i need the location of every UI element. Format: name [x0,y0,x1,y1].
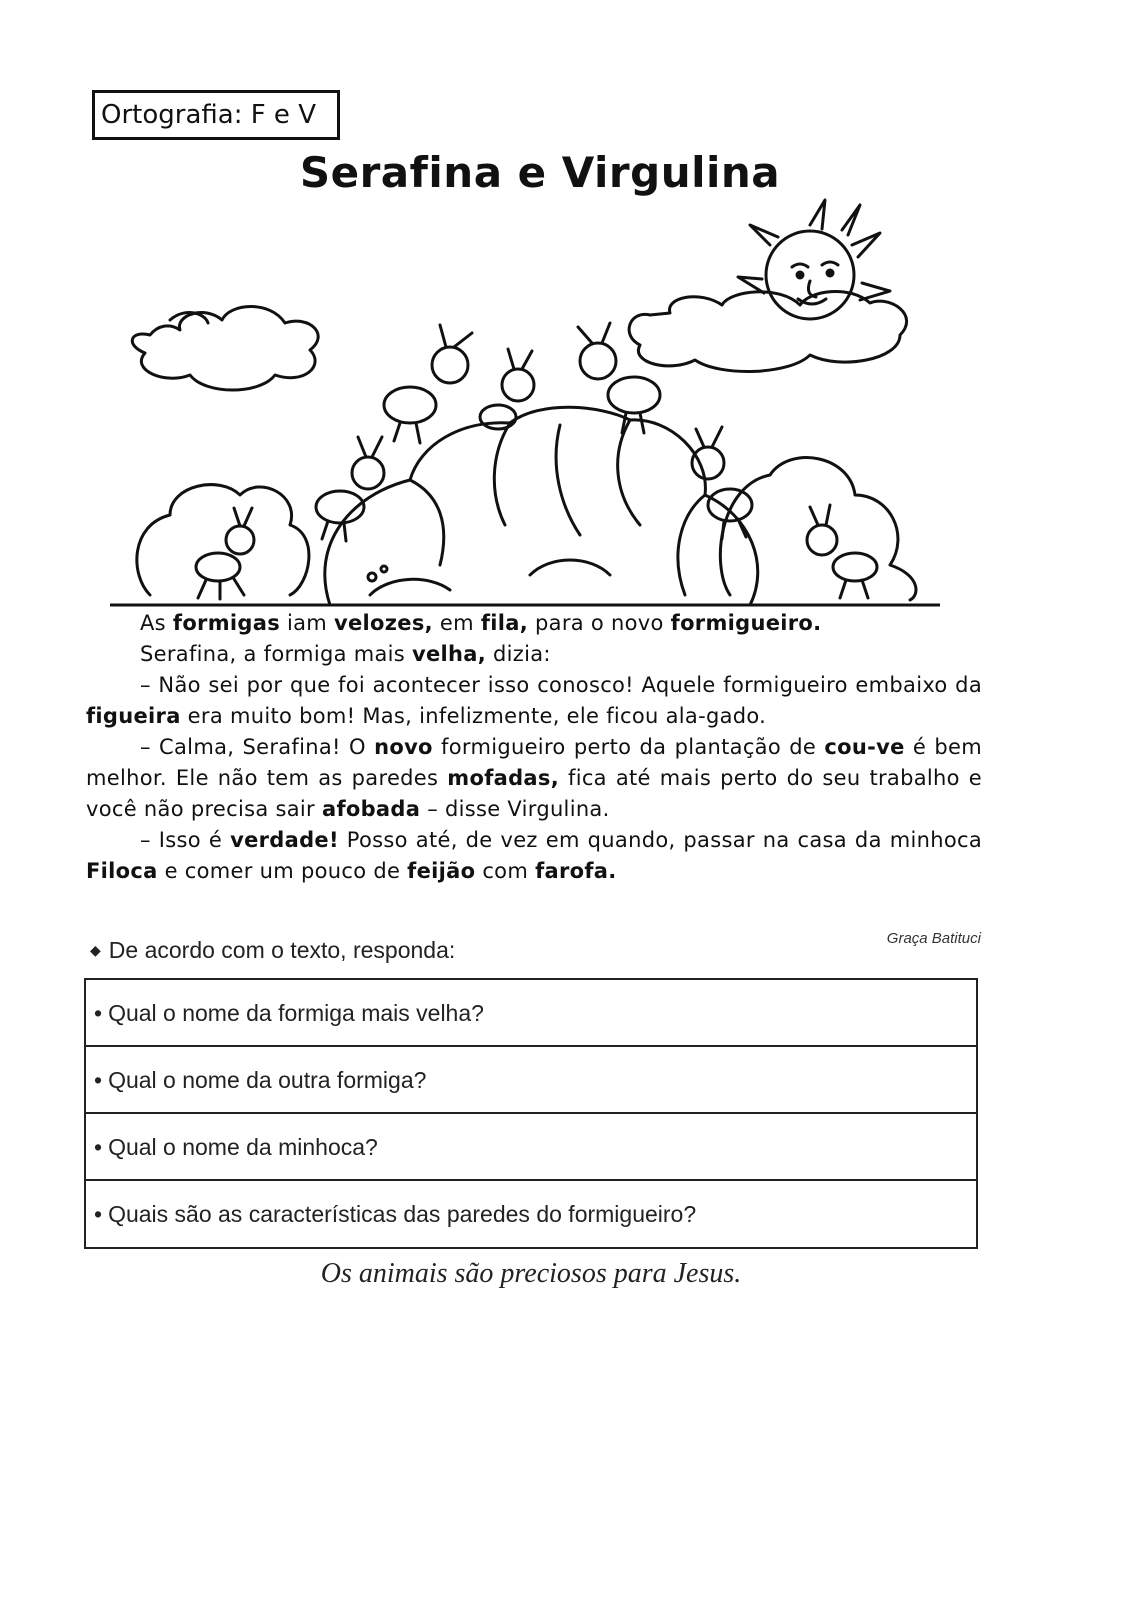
bullet-icon: • [94,1134,103,1160]
question-text: Qual o nome da formiga mais velha? [108,1000,484,1026]
ant-icon [384,325,472,443]
question-row[interactable] [86,1047,976,1114]
bush-icon [137,458,916,600]
ant-icon [316,437,384,541]
ant-icon [480,349,534,429]
cloud-icon [629,291,906,371]
subject-label: Ortografia: F e V [92,90,340,140]
question-row[interactable] [86,980,976,1047]
author-credit: Graça Batituci [886,930,981,947]
activity-instruction [90,937,455,964]
question-row[interactable] [86,1114,976,1181]
bullet-icon: • [94,1067,103,1093]
story-text [86,608,982,887]
question-row[interactable] [86,1181,976,1247]
page-title: Serafina e Virgulina [299,148,781,197]
questions-table [84,978,978,1249]
bullet-icon: • [94,1000,103,1026]
cloud-icon [132,307,318,391]
story-paragraph: – Calma, Serafina! O novo formigueiro perto da plantação de cou-ve é bem melhor. Ele não tem as paredes mofadas, fica até mais perto do seu trabalho e você não precisa sair afobada – disse Virgulina. [86,735,982,821]
story-illustration [110,195,940,615]
instruction-text: De acordo com o texto, responda: [108,937,456,963]
question-text: Quais são as características das paredes do formigueiro? [108,1201,697,1227]
footer-quote: Os animais são preciosos para Jesus. [320,1258,742,1289]
ant-icon [692,427,752,539]
question-text: Qual o nome da outra formiga? [108,1067,427,1093]
story-paragraph: – Não sei por que foi acontecer isso conosco! Aquele formigueiro embaixo da figueira era muito bom! Mas, infelizmente, ele ficou ala-gado. [86,673,982,728]
question-text: Qual o nome da minhoca? [108,1134,378,1160]
diamond-bullet-icon: ◆ [90,942,101,958]
bullet-icon: • [94,1201,103,1227]
story-paragraph: Serafina, a formiga mais velha, dizia: [140,642,551,666]
story-paragraph: As formigas iam velozes, em fila, para o novo formigueiro. [140,611,822,635]
ant-icon [196,508,254,599]
story-paragraph: – Isso é verdade! Posso até, de vez em quando, passar na casa da minhoca Filoca e comer um pouco de feijão com farofa. [86,828,982,883]
ant-icon [807,505,877,598]
